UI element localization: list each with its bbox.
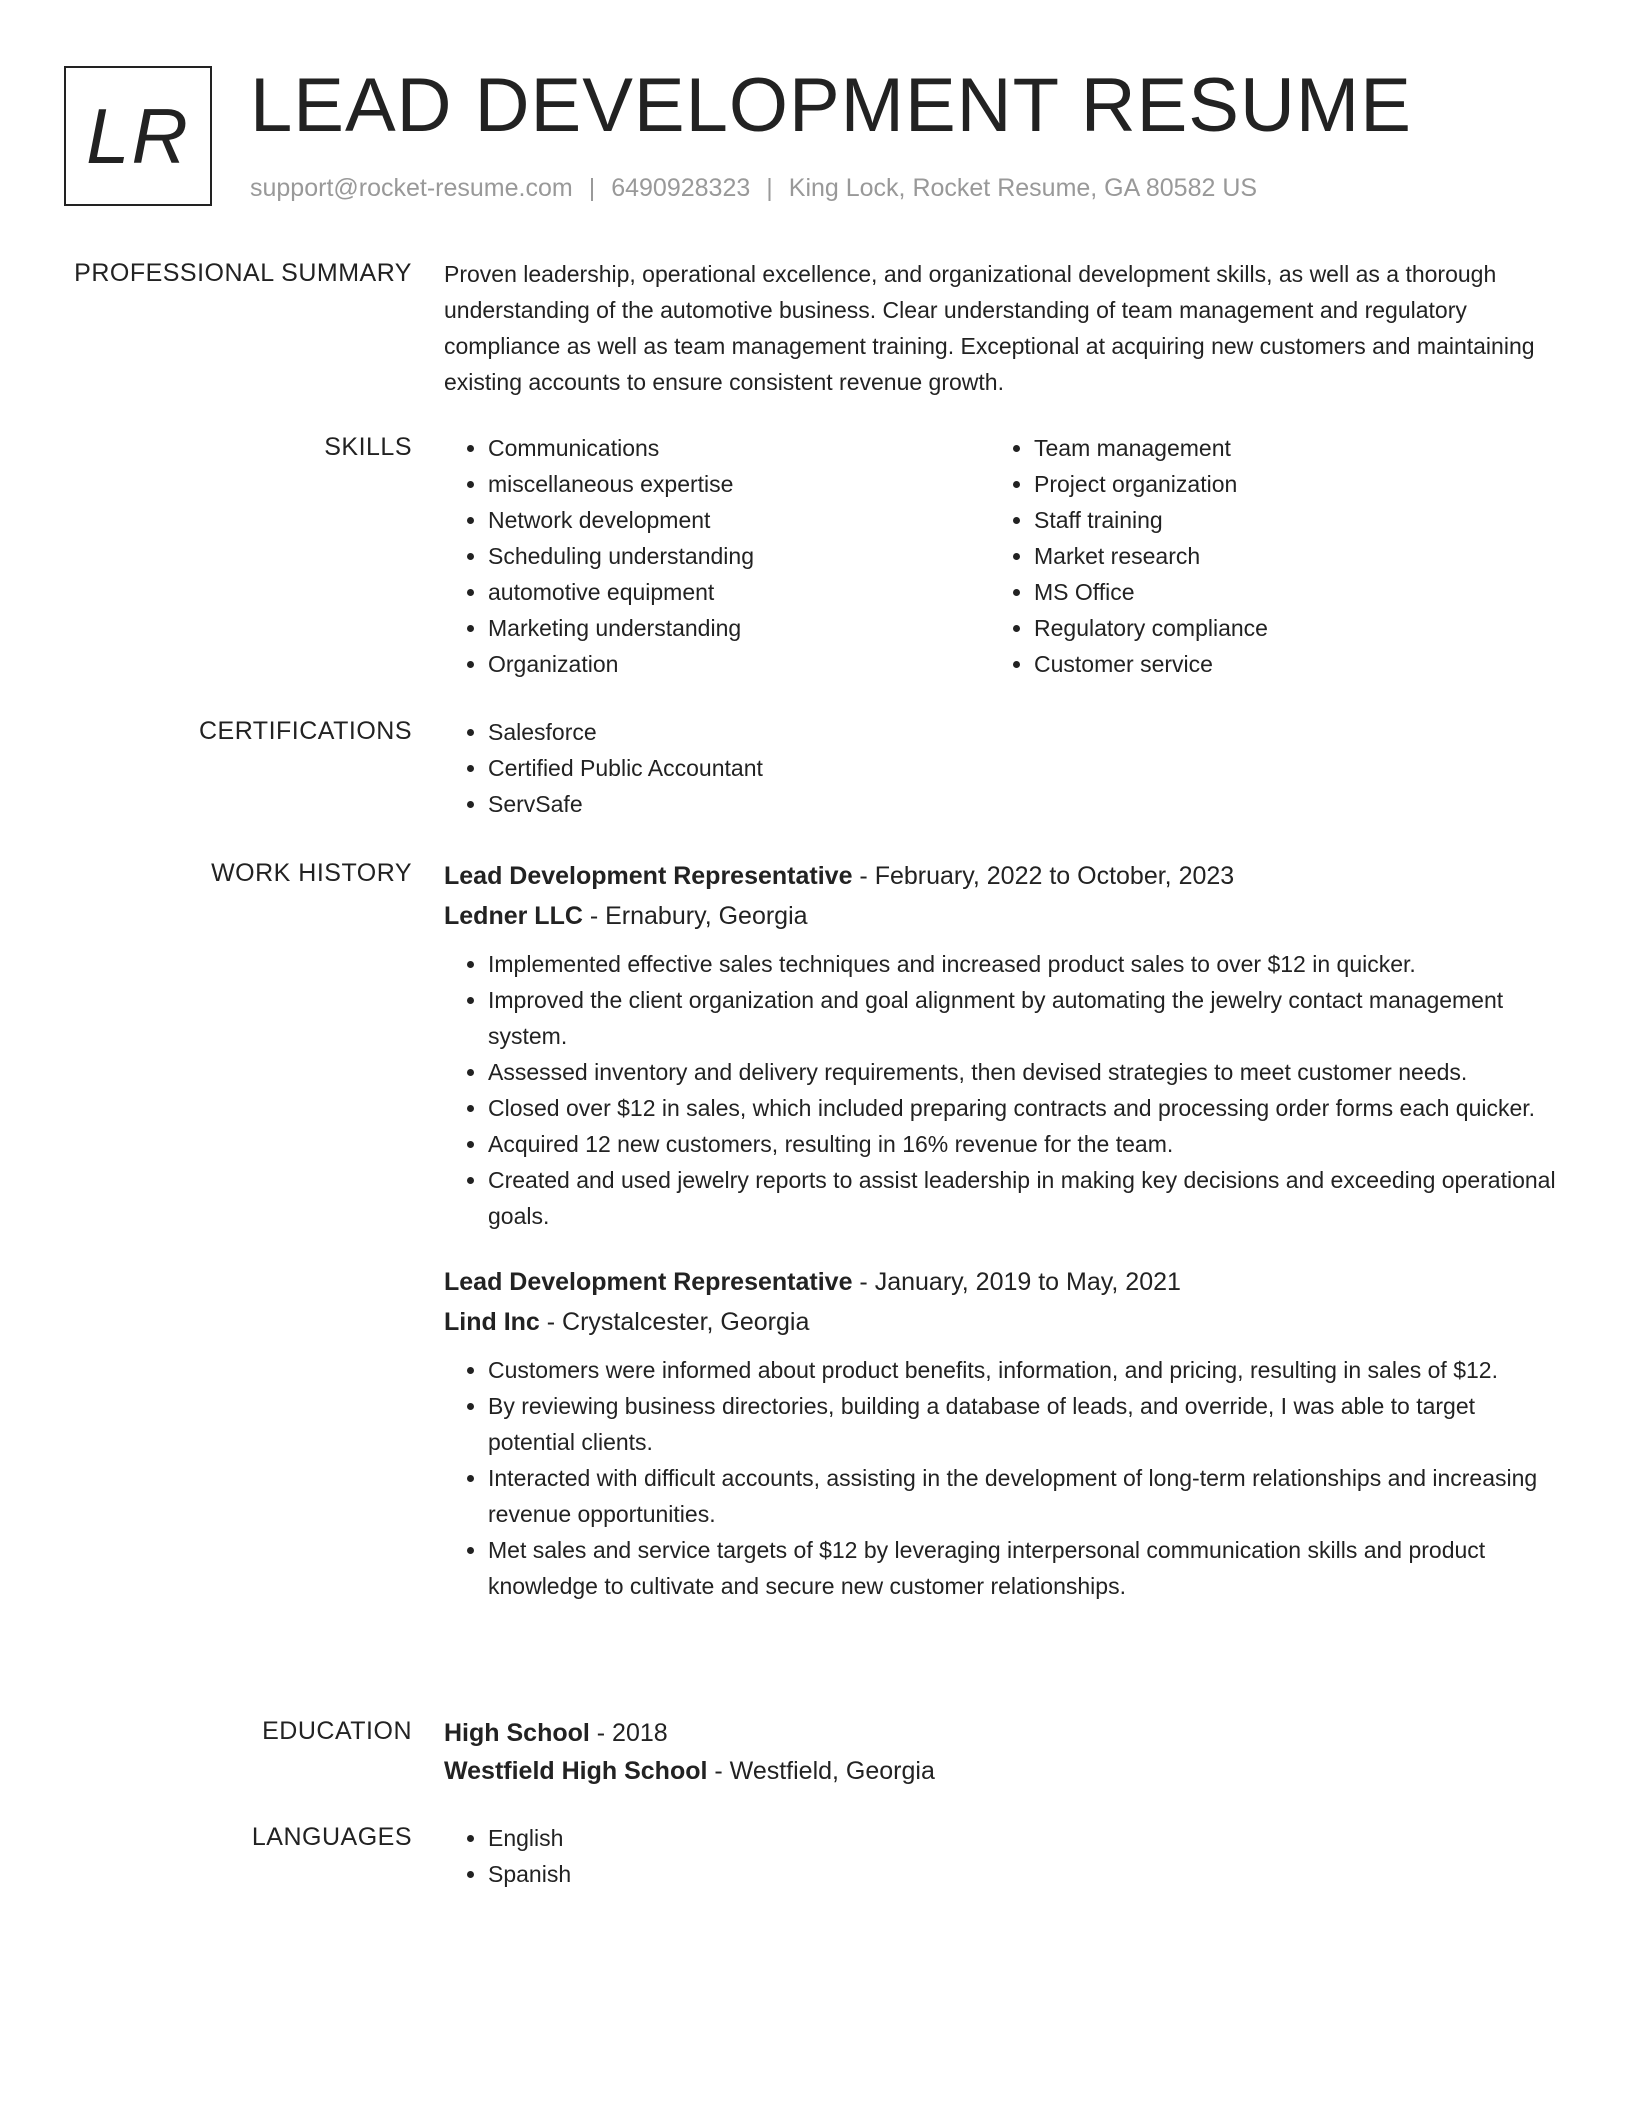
contact-line	[250, 174, 1257, 203]
certifications-heading: CERTIFICATIONS	[198, 717, 412, 745]
languages-list	[444, 1820, 1556, 1892]
contact-phone: 6490928323	[611, 174, 751, 202]
job-location: - Ernabury, Georgia	[582, 902, 808, 930]
job-company: Lind Inc	[444, 1308, 540, 1336]
skill-item: • Scheduling understanding	[488, 538, 990, 574]
skill-item: • Organization	[488, 646, 990, 682]
job-bullet: • Interacted with difficult accounts, assisting in the development of long-term relationships and increasing revenue opportunities.	[488, 1460, 1556, 1532]
job-entry	[444, 1262, 1556, 1604]
job-bullet: • Assessed inventory and delivery requirements, then devised strategies to meet customer needs.	[488, 1054, 1556, 1090]
job-company-line	[444, 1302, 1556, 1342]
skill-item: • Marketing understanding	[488, 610, 990, 646]
job-bullet: • Created and used jewelry reports to assist leadership in making key decisions and exceeding operational goals.	[488, 1162, 1556, 1234]
resume-header	[64, 63, 1584, 212]
education-school: Westfield High School	[444, 1757, 708, 1785]
work-history-heading: WORK HISTORY	[211, 859, 412, 887]
job-company-line	[444, 896, 1556, 936]
skill-item: • Customer service	[1034, 646, 1536, 682]
language-item: • Spanish	[488, 1856, 1556, 1892]
certifications-list	[444, 714, 1556, 822]
skill-item: • Network development	[488, 502, 990, 538]
job-entry	[444, 856, 1556, 1234]
job-bullets	[444, 946, 1556, 1234]
job-title: Lead Development Representative	[444, 1268, 853, 1296]
education-degree-line	[444, 1714, 1556, 1752]
job-title: Lead Development Representative	[444, 862, 853, 890]
contact-email: support@rocket-resume.com	[250, 174, 573, 202]
contact-separator: |	[766, 174, 773, 202]
job-bullets	[444, 1352, 1556, 1604]
education-year: - 2018	[589, 1719, 668, 1747]
contact-separator: |	[588, 174, 596, 202]
education-school-line	[444, 1752, 1556, 1790]
languages-heading: LANGUAGES	[251, 1823, 412, 1851]
job-dates: - January, 2019 to May, 2021	[852, 1268, 1181, 1296]
skill-item: • Project organization	[1034, 466, 1536, 502]
skill-item: • miscellaneous expertise	[488, 466, 990, 502]
skill-item: • Team management	[1034, 430, 1536, 466]
job-bullet: • Implemented effective sales techniques and increased product sales to over $12 in quicker.	[488, 946, 1556, 982]
skills-list-right	[990, 430, 1536, 682]
education-degree: High School	[444, 1719, 590, 1747]
job-bullet: • Acquired 12 new customers, resulting in 16% revenue for the team.	[488, 1126, 1556, 1162]
job-dates: - February, 2022 to October, 2023	[852, 862, 1235, 890]
skill-item: • Staff training	[1034, 502, 1536, 538]
job-bullet: • Customers were informed about product benefits, information, and pricing, resulting in sales of $12.	[488, 1352, 1556, 1388]
education-heading: EDUCATION	[262, 1717, 412, 1745]
certification-item: • Salesforce	[488, 714, 1556, 750]
monogram-logo: LR	[64, 66, 212, 206]
certification-item: • Certified Public Accountant	[488, 750, 1556, 786]
skill-item: • Communications	[488, 430, 990, 466]
skills-heading: SKILLS	[324, 433, 412, 461]
job-title-line	[444, 856, 1556, 896]
summary-text: Proven leadership, operational excellence, and organizational development skills, as well as a thorough understanding of the automotive business. Clear understanding of team management and regulatory compliance as well as team management training. Exceptional at acquiring new customers and maintaining existing accounts to ensure consistent revenue growth.	[444, 261, 1535, 395]
skill-item: • MS Office	[1034, 574, 1536, 610]
skills-list-left	[444, 430, 990, 682]
skill-item: • Market research	[1034, 538, 1536, 574]
job-location: - Crystalcester, Georgia	[539, 1308, 810, 1336]
certification-item: • ServSafe	[488, 786, 1556, 822]
skill-item: • Regulatory compliance	[1034, 610, 1536, 646]
language-item: • English	[488, 1820, 1556, 1856]
job-bullet: • By reviewing business directories, building a database of leads, and override, I was able to target potential clients.	[488, 1388, 1556, 1460]
skill-item: • automotive equipment	[488, 574, 990, 610]
job-title-line	[444, 1262, 1556, 1302]
resume-title: LEAD DEVELOPMENT RESUME	[250, 63, 1412, 148]
job-bullet: • Met sales and service targets of $12 by leveraging interpersonal communication skills and product knowledge to cultivate and secure new customer relationships.	[488, 1532, 1556, 1604]
job-company: Ledner LLC	[444, 902, 583, 930]
summary-heading: PROFESSIONAL SUMMARY	[74, 259, 412, 287]
education-location: - Westfield, Georgia	[707, 1757, 935, 1785]
job-bullet: • Improved the client organization and goal alignment by automating the jewelry contact management system.	[488, 982, 1556, 1054]
contact-address: King Lock, Rocket Resume, GA 80582 US	[788, 174, 1258, 202]
job-bullet: • Closed over $12 in sales, which included preparing contracts and processing order forms each quicker.	[488, 1090, 1556, 1126]
